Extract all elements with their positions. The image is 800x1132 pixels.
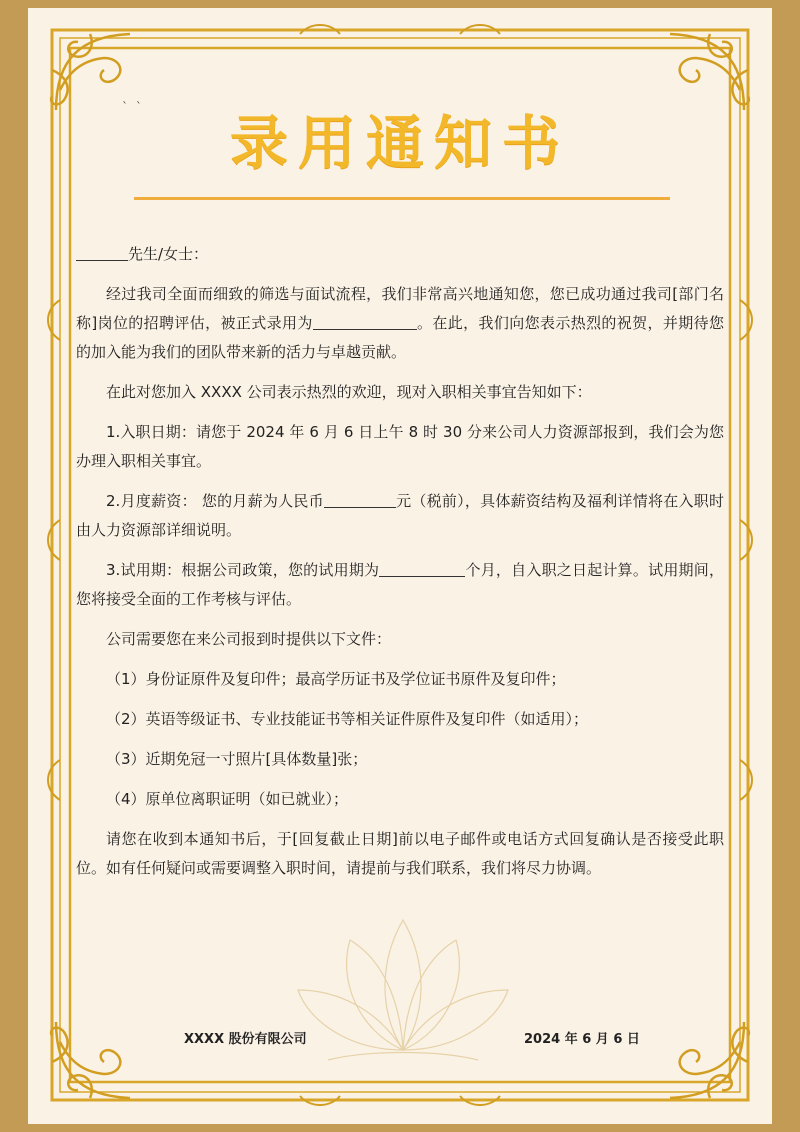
document-item-1: （1）身份证原件及复印件；最高学历证书及学位证书原件及复印件；	[106, 670, 566, 688]
letter-body	[76, 240, 724, 894]
company-signature: XXXX 股份有限公司	[184, 1032, 307, 1047]
paragraph-documents: 公司需要您在来公司报到时提供以下文件：	[106, 630, 392, 648]
document-item-2: （2）英语等级证书、专业技能证书等相关证件原件及复印件（如适用）；	[106, 710, 589, 728]
probation-text-b: 个月，自入职之日起计算。试用期间，您将接受全面的工作考核与评估。	[76, 561, 724, 608]
salutation-text: 先生/女士：	[128, 245, 209, 263]
paragraph-reply: 请您在收到本通知书后，于[回复截止日期]前以电子邮件或电话方式回复确认是否接受此职位。如有任何疑问或需要调整入职时间，请提前与我们联系，我们将尽力协调。	[76, 830, 724, 877]
paragraph-probation	[76, 556, 724, 614]
offer-text-a: 经过我司全面而细致的筛选与面试流程，我们非常高兴地通知您，您已成功通过我司[部门名称]岗位的招聘评估，被正式录用为	[76, 285, 724, 332]
position-blank[interactable]	[313, 312, 417, 330]
paragraph-welcome: 在此对您加入 XXXX 公司表示热烈的欢迎，现对入职相关事宜告知如下：	[106, 383, 592, 401]
stray-mark: ` `	[122, 100, 144, 114]
salary-blank[interactable]	[324, 490, 396, 508]
document-title: 录用通知书	[229, 109, 570, 177]
salutation	[76, 240, 724, 269]
paragraph-salary	[76, 487, 724, 545]
paragraph-start-date: 1.入职日期：请您于 2024 年 6 月 6 日上午 8 时 30 分来公司人力资源部报到，我们会为您办理入职相关事宜。	[76, 423, 724, 470]
document-item-4: （4）原单位离职证明（如已就业）；	[106, 790, 349, 808]
probation-blank[interactable]	[379, 559, 465, 577]
name-blank[interactable]	[76, 243, 128, 261]
document-item-3: （3）近期免冠一寸照片[具体数量]张；	[106, 750, 368, 768]
salary-text-a: 2.月度薪资： 您的月薪为人民币	[106, 492, 324, 510]
signature-date: 2024 年 6 月 6 日	[524, 1032, 640, 1047]
paragraph-offer	[76, 280, 724, 367]
lotus-watermark	[288, 900, 518, 1070]
title-underline	[134, 197, 670, 200]
probation-text-a: 3.试用期：根据公司政策，您的试用期为	[106, 561, 380, 579]
salary-text-b: 元（税前），具体薪资结构及福利详情将在入职时由人力资源部详细说明。	[76, 492, 724, 539]
offer-text-b: 。在此，我们向您表示热烈的祝贺，并期待您的加入能为我们的团队带来新的活力与卓越贡献。	[76, 314, 724, 361]
